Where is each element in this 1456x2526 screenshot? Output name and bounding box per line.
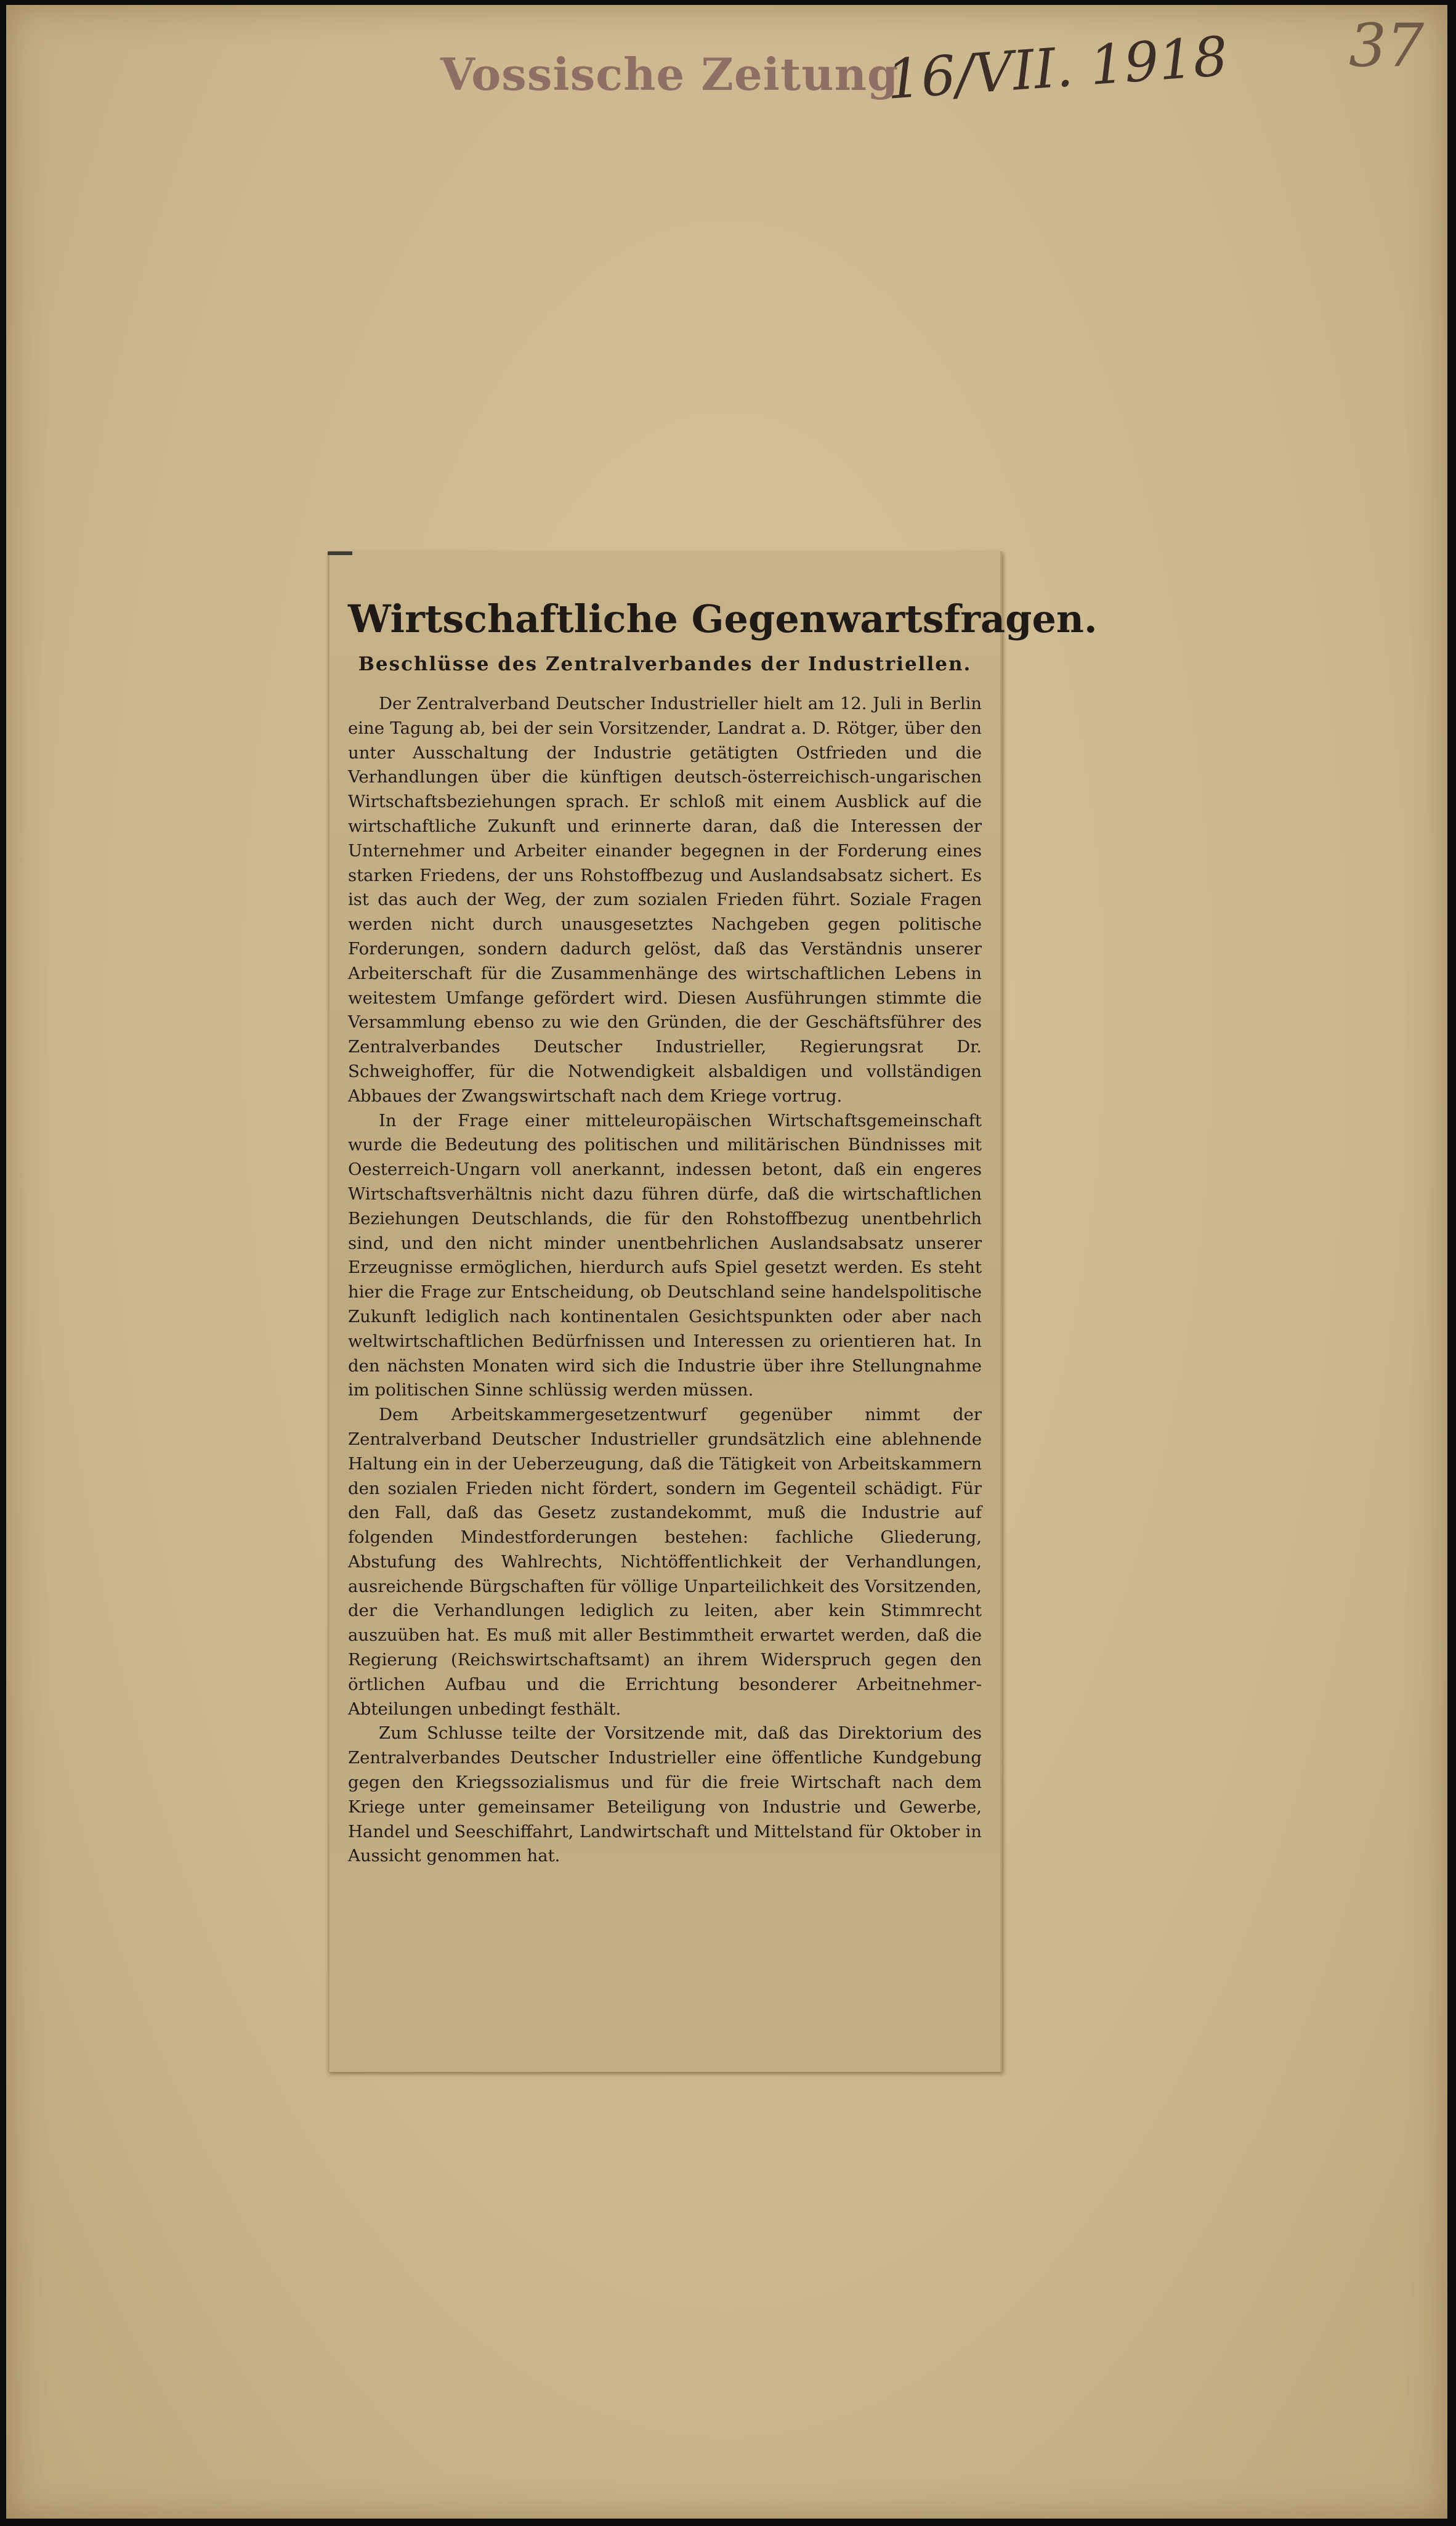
article-paragraph-3: Dem Arbeitskammergesetzentwurf gegenüber nimmt der Zentralverband Deutscher Industrieller grundsätzlich eine ablehnende Haltung ein in der Ueberzeugung, daß die Tätigkeit von Arbeitskammern den sozialen Frieden nicht fördert, sondern im Gegenteil schädigt. Für den Fall, daß das Gesetz zustandekommt, muß die Industrie auf folgenden Mindestforderungen bestehen: fachliche Gliederung, Abstufung des Wahlrechts, Nichtöffentlichkeit der Verhandlungen, ausreichende Bürgschaften für völlige Unparteilichkeit des Vorsitzenden, der die Verhandlungen lediglich zu leiten, aber kein Stimmrecht auszuüben hat. Es muß mit aller Bestimmtheit erwartet werden, daß die Regierung (Reichswirtschaftsamt) an ihrem Widerspruch gegen den örtlichen Aufbau und die Errichtung besonderer Arbeitnehmer-Abteilungen unbedingt festhält. [348, 1405, 982, 1719]
newspaper-name-stamp: Vossische Zeitung [440, 48, 899, 100]
article-body [348, 692, 982, 1869]
article-headline: Wirtschaftliche Gegenwartsfragen. [348, 596, 1098, 641]
article-subheadline: Beschlüsse des Zentralverbandes der Industriellen. [358, 653, 972, 675]
article-paragraph-4: Zum Schlusse teilte der Vorsitzende mit, daß das Direktorium des Zentralverbandes Deutscher Industrieller eine öffentliche Kundgebung gegen den Kriegssozialismus und für die freie Wirtschaft nach dem Kriege unter gemeinsamer Beteiligung von Industrie und Gewerbe, Handel und Seeschiffahrt, Landwirtschaft und Mittelstand für Oktober in Aussicht genommen hat. [348, 1723, 982, 1866]
handwritten-date: 16/VII. 1918 [884, 24, 1230, 112]
article-paragraph-2: In der Frage einer mitteleuropäischen Wirtschaftsgemeinschaft wurde die Bedeutung des politischen und militärischen Bündnisses mit Oesterreich-Ungarn voll anerkannt, indessen betont, daß ein engeres Wirtschaftsverhältnis nicht dazu führen dürfe, daß die wirtschaftlichen Beziehungen Deutschlands, die für den Rohstoffbezug unentbehrlich sind, und den nicht minder unentbehrlichen Auslandsabsatz unserer Erzeugnisse ermöglichen, hierdurch aufs Spiel gesetzt werden. Es steht hier die Frage zur Entscheidung, ob Deutschland seine handelspolitische Zukunft lediglich nach kontinentalen Gesichtspunkten oder aber nach weltwirtschaftlichen Bedürfnissen und Interessen zu orientieren hat. In den nächsten Monaten wird sich die Industrie über ihre Stellungnahme im politischen Sinne schlüssig werden müssen. [348, 1110, 982, 1400]
handwritten-archive-number: 37 [1349, 11, 1425, 80]
article-paragraph-1: Der Zentralverband Deutscher Industrieller hielt am 12. Juli in Berlin eine Tagung ab, bei der sein Vorsitzender, Landrat a. D. Rötger, über den unter Ausschaltung der Industrie getätigten Ostfrieden und die Verhandlungen über die künftigen deutsch-österreichisch-ungarischen Wirtschaftsbeziehungen sprach. Er schloß mit einem Ausblick auf die wirtschaftliche Zukunft und erinnerte daran, daß die Interessen der Unternehmer und Arbeiter einander begegnen in der Forderung eines starken Friedens, der uns Rohstoffbezug und Auslandsabsatz sichert. Es ist das auch der Weg, der zum sozialen Frieden führt. Soziale Fragen werden nicht durch unausgesetztes Nachgeben gegen politische Forderungen, sondern dadurch gelöst, daß das Verständnis unserer Arbeiterschaft für die Zusammenhänge des wirtschaftlichen Lebens in weitestem Umfange gefördert wird. Diesen Ausführungen stimmte die Versammlung ebenso zu wie den Gründen, die der Geschäftsführer des Zentralverbandes Deutscher Industrieller, Regierungsrat Dr. Schweighoffer, für die Notwendigkeit alsbaldigen und vollständigen Abbaues der Zwangswirtschaft nach dem Kriege vortrug. [348, 694, 982, 1106]
newspaper-clipping [328, 551, 1098, 2072]
clipping-corner-mark [328, 551, 352, 555]
